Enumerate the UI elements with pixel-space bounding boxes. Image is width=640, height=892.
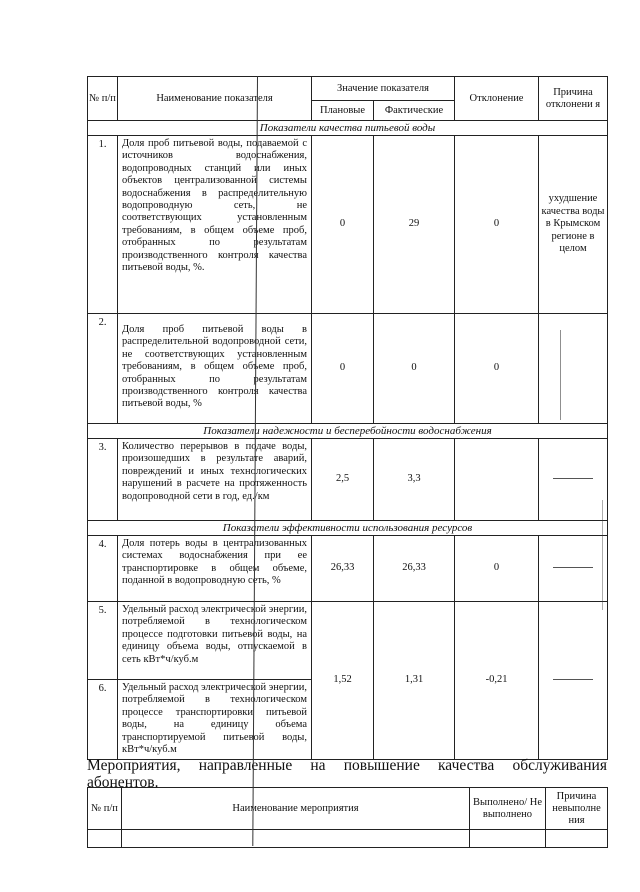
measures-empty-cell — [546, 830, 608, 848]
measures-header-num: № п/п — [88, 788, 122, 830]
measures-header-status: Выполнено/ Не выполнено — [470, 788, 546, 830]
row-reason: ухудшение качества воды в Крымском регионе в целом — [539, 136, 608, 314]
row-name: Доля проб питьевой воды, подаваемой с источников водоснабжения, водопроводных станций или иных объектов централизованной системы водоснабжения в распределительную водопроводную сеть, не соответствующих установленным требованиям, в общем объеме проб, отобранных по результатам производственного контроля качества питьевой воды, %. — [118, 136, 312, 314]
row-num: 3. — [88, 439, 118, 521]
header-reason: Причина отклонени я — [539, 77, 608, 121]
row-name: Количество перерывов в подаче воды, произошедших в результате аварий, повреждений и иных технологических нарушений в расчете на протяженность водопроводной сети в год, ед./км — [118, 439, 312, 521]
measures-empty-cell — [470, 830, 546, 848]
row-planned: 0 — [312, 314, 374, 424]
row-deviation: 0 — [455, 536, 539, 602]
row-deviation — [455, 439, 539, 521]
row-planned: 2,5 — [312, 439, 374, 521]
heading-word: повышение — [343, 757, 420, 774]
row-num: 5. — [88, 602, 118, 680]
merged-planned: 1,52 — [312, 602, 374, 760]
row-num: 1. — [88, 136, 118, 314]
heading-word: качества — [438, 757, 495, 774]
heading-word: направленные — [198, 757, 293, 774]
measures-header-reason: Причина невыполне ния — [546, 788, 608, 830]
header-num: № п/п — [88, 77, 118, 121]
section-efficiency: Показатели эффективности использования ресурсов — [88, 521, 608, 536]
header-name: Наименование показателя — [118, 77, 312, 121]
heading-word: на — [310, 757, 326, 774]
dash-mark — [553, 478, 593, 479]
row-num: 2. — [88, 314, 118, 424]
measures-header-name: Наименование мероприятия — [122, 788, 470, 830]
indicators-table — [87, 76, 608, 760]
row-num: 6. — [88, 680, 118, 760]
heading-word: Мероприятия, — [87, 757, 181, 774]
row-reason — [539, 536, 608, 602]
row-name: Доля потерь воды в централизованных системах водоснабжения при ее транспортировке в общем объеме, поданной в водопроводную сеть, % — [118, 536, 312, 602]
row-planned: 26,33 — [312, 536, 374, 602]
section-reliability: Показатели надежности и бесперебойности водоснабжения — [88, 424, 608, 439]
row-reason — [539, 314, 608, 424]
row-planned: 0 — [312, 136, 374, 314]
row-name: Доля проб питьевой воды в распределительной водопроводной сети, не соответствующих установленным требованиям, в общем объеме проб, отобранных по результатам производственного контроля качества питьевой воды, % — [118, 314, 312, 424]
row-name: Удельный расход электрической энергии, потребляемой в технологическом процессе подготовки питьевой воды, на единицу объема воды, отпускаемой в сеть кВт*ч/куб.м — [118, 602, 312, 680]
row-actual: 29 — [374, 136, 455, 314]
row-num: 4. — [88, 536, 118, 602]
merged-actual: 1,31 — [374, 602, 455, 760]
measures-empty-cell — [88, 830, 122, 848]
row-actual: 3,3 — [374, 439, 455, 521]
section-quality: Показатели качества питьевой воды — [88, 121, 608, 136]
dash-mark — [553, 679, 593, 680]
heading-line2: абонентов. — [87, 774, 159, 791]
measures-empty-cell — [122, 830, 470, 848]
row-reason — [539, 439, 608, 521]
measures-table — [87, 787, 608, 848]
merged-reason — [539, 602, 608, 760]
scan-artifact-line — [602, 500, 603, 610]
measures-heading — [87, 757, 607, 791]
row-deviation: 0 — [455, 314, 539, 424]
header-actual: Фактические — [374, 101, 455, 121]
dash-mark — [553, 567, 593, 568]
header-planned: Плановые — [312, 101, 374, 121]
heading-word: обслуживания — [512, 757, 607, 774]
row-actual: 26,33 — [374, 536, 455, 602]
header-deviation: Отклонение — [455, 77, 539, 121]
row-name: Удельный расход электрической энергии, потребляемой в технологическом процессе транспортировки питьевой воды, на единицу объема транспортируемой питьевой воды, кВт*ч/куб.м — [118, 680, 312, 760]
header-value-group: Значение показателя — [312, 77, 455, 101]
merged-deviation: -0,21 — [455, 602, 539, 760]
scan-artifact-line — [560, 330, 561, 420]
row-deviation: 0 — [455, 136, 539, 314]
row-actual: 0 — [374, 314, 455, 424]
